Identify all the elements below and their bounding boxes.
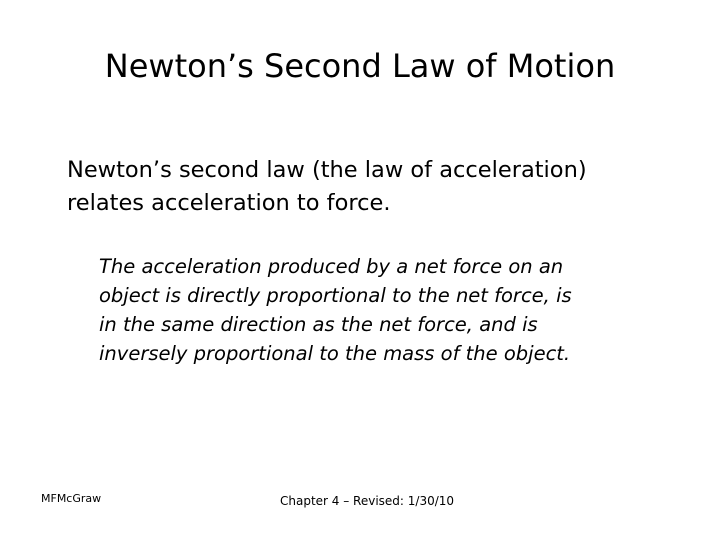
main-bullet-line: Newton’s second law (the law of acceleration) [67, 157, 587, 183]
slide-title: Newton’s Second Law of Motion [104, 47, 616, 85]
footer-chapter: Chapter 4 – Revised: 1/30/10 [280, 494, 455, 508]
sub-bullet-line: in the same direction as the net force, and is [99, 313, 538, 336]
sub-bullet-line: inversely proportional to the mass of the object. [99, 342, 571, 365]
sub-bullet-line: object is directly proportional to the net force, is [99, 284, 572, 307]
sub-bullet-line: The acceleration produced by a net force on an [99, 255, 564, 278]
footer-author: MFMcGraw [41, 492, 102, 505]
sub-bullet-text [99, 252, 709, 368]
main-bullet-line: relates acceleration to force. [67, 190, 391, 216]
main-bullet-text [67, 154, 707, 220]
